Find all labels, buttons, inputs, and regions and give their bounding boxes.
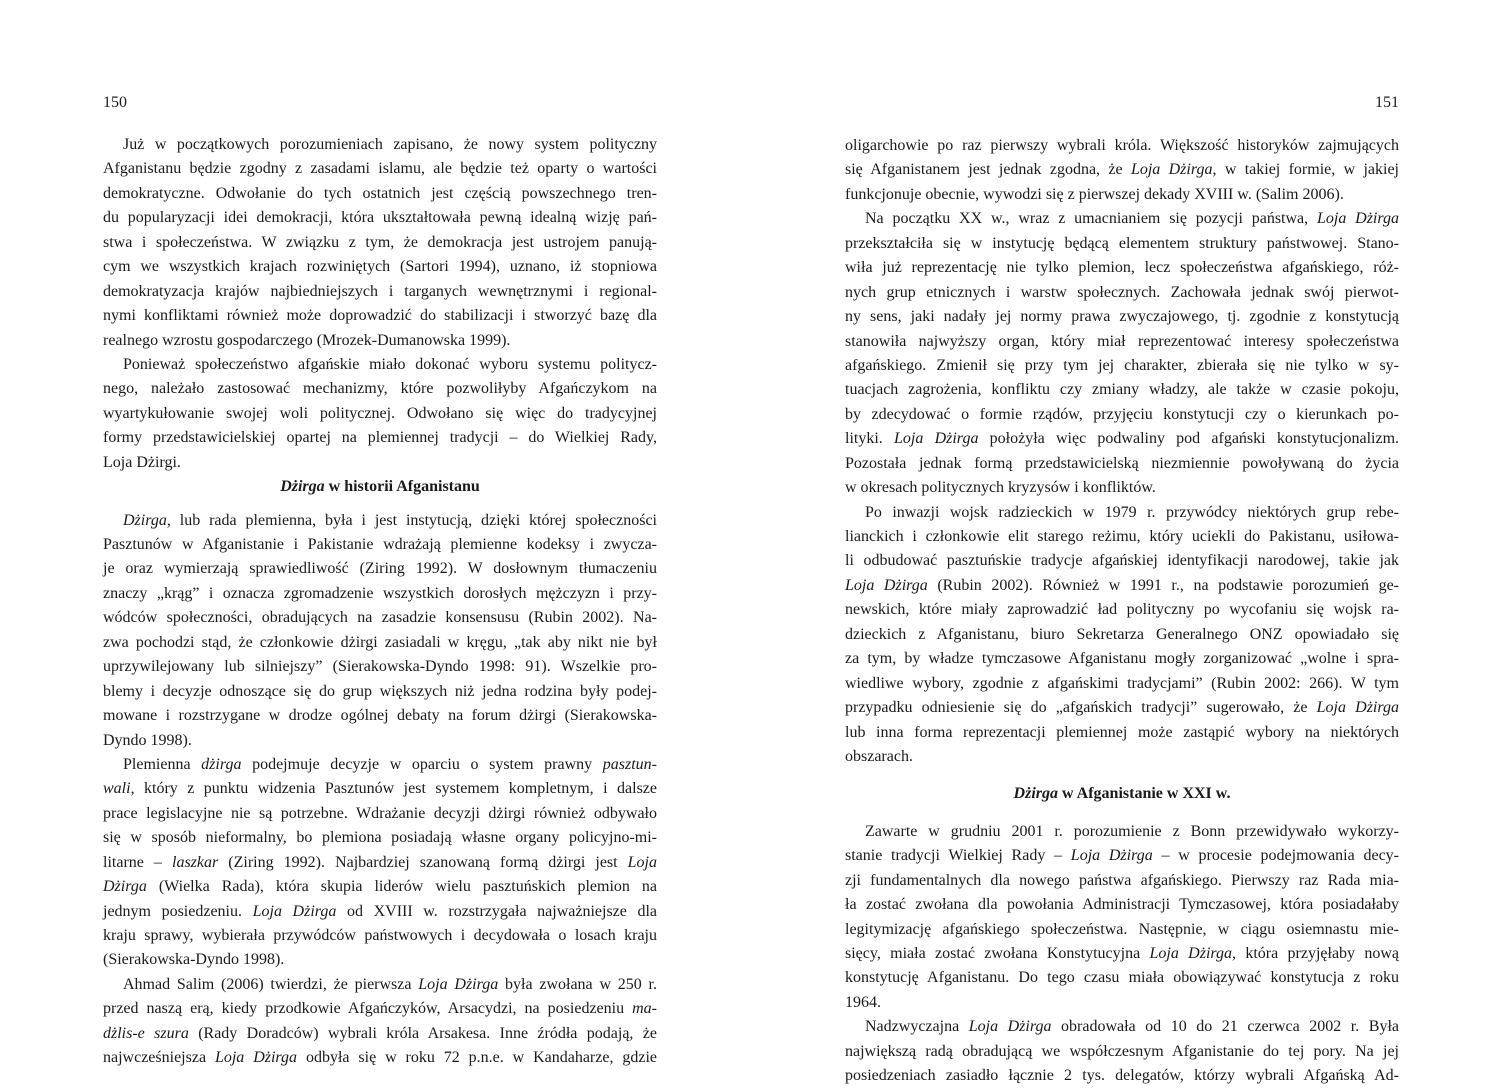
text-line bbox=[103, 509, 657, 533]
text-run: w historii Afganistanu bbox=[324, 478, 480, 496]
text-line bbox=[845, 378, 1399, 402]
text-line bbox=[845, 647, 1399, 671]
text-run: za tym, by władze tymczasowe Afganistanu mogły zorganizować „wolne i spra- bbox=[845, 650, 1399, 668]
text-run: obradowała od 10 do 21 czerwca 2002 r. Była bbox=[1051, 1018, 1400, 1036]
text-line bbox=[845, 549, 1399, 573]
text-run: demokratyzacja krajów najbiedniejszych i targanych wewnętrznymi i regional- bbox=[103, 282, 657, 300]
italic-term: Loja bbox=[627, 853, 657, 871]
text-run: konstytucję Afganistanu. Do tego czasu miała obowiązywać konstytucja z roku bbox=[845, 969, 1399, 987]
text-run: wiła już reprezentację nie tylko plemion, lecz społeczeństwa afgańskiego, róż- bbox=[845, 259, 1399, 277]
text-run: w okresach politycznych kryzysów i konfliktów. bbox=[845, 479, 1156, 497]
italic-term: pasztun- bbox=[602, 755, 657, 773]
text-run: tuacjach zagrożenia, konfliktu czy zmiany władzy, ale także w czasie pokoju, bbox=[845, 381, 1399, 399]
text-run: zji fundamentalnych dla nowego państwa afgańskiego. Pierwszy raz Rada mia- bbox=[845, 871, 1399, 889]
text-line bbox=[103, 533, 657, 557]
text-run: która przyjęłaby nową bbox=[1236, 945, 1400, 962]
text-line bbox=[845, 966, 1399, 990]
text-run: lianckich i członkowie elit starego reżimu, który uciekli do Pakistanu, usiłowa- bbox=[845, 528, 1399, 545]
text-line bbox=[845, 991, 1399, 1015]
text-run: , w takiej formie, w jakiej bbox=[1212, 161, 1399, 179]
text-run: legitymizację afgańskiego społeczeństwa. Następnie, w ciągu osiemnastu mie- bbox=[845, 920, 1399, 938]
text-run: afgańskiego. Zmienił się przy tym jej charakter, zbierała się nie tylko w sy- bbox=[845, 356, 1399, 374]
text-run: dzieckich z Afganistanu, biuro Sekretarza Generalnego ONZ opowiadało się bbox=[845, 625, 1399, 643]
text-line bbox=[103, 353, 657, 377]
italic-term: Loja Dżirga bbox=[252, 902, 337, 920]
text-run: newskich, które miały zaprowadzić ład polityczny po wycofaniu się wojsk ra- bbox=[845, 601, 1399, 619]
text-line bbox=[103, 851, 657, 875]
text-line bbox=[103, 1022, 657, 1046]
text-run: Nadzwyczajna bbox=[865, 1018, 969, 1036]
text-line bbox=[103, 631, 657, 655]
text-line bbox=[845, 525, 1399, 549]
text-line bbox=[845, 696, 1399, 720]
page-number: 151 bbox=[1375, 94, 1399, 111]
italic-term: Dżirga bbox=[123, 511, 167, 529]
text-line bbox=[103, 948, 657, 972]
text-run: 1964. bbox=[845, 993, 881, 1011]
text-line bbox=[845, 942, 1399, 966]
text-line bbox=[845, 330, 1399, 354]
text-run: stwa i społeczeństwa. W związku z tym, że demokracja jest ustrojem panują- bbox=[103, 233, 657, 251]
text-line bbox=[103, 182, 657, 206]
italic-term: Loja Dżirga bbox=[418, 975, 499, 993]
italic-term: Loja Dżirga bbox=[1130, 161, 1213, 179]
italic-term: dżlis-e szura bbox=[103, 1024, 189, 1042]
text-line bbox=[103, 753, 657, 777]
text-line bbox=[845, 305, 1399, 329]
italic-term: Loja Dżirga bbox=[845, 576, 928, 594]
text-run: znaczy „krąg” i oznacza zgromadzenie wszystkich dorosłych mężczyzn i przy- bbox=[103, 584, 657, 602]
text-line bbox=[103, 826, 657, 850]
text-line bbox=[103, 704, 657, 728]
text-line bbox=[103, 231, 657, 255]
text-run: Już w początkowych porozumieniach zapisano, że nowy system polityczny bbox=[123, 136, 657, 153]
text-line bbox=[103, 402, 657, 426]
text-run: posiedzeniach zasiadło łącznie 2 tys. delegatów, którzy wybrali Afgańską Ad- bbox=[845, 1067, 1399, 1085]
text-run: ny sens, jaki nadały jej normy prawa zwyczajowego, tj. zgodnie z konstytucją bbox=[845, 308, 1399, 326]
text-run: w Afganistanie w XXI w. bbox=[1057, 785, 1231, 803]
text-run: przekształciła się w instytucję będącą elementem struktury państwowej. Stano- bbox=[845, 234, 1399, 252]
text-line bbox=[845, 1015, 1399, 1039]
text-run: stanowiła najwyższy organ, który miał reprezentować interesy społeczeństwa bbox=[845, 332, 1399, 350]
text-line bbox=[103, 377, 657, 401]
text-line bbox=[845, 918, 1399, 942]
text-run: się Afganistanem jest jednak zgodna, że bbox=[845, 161, 1131, 179]
text-line bbox=[103, 973, 657, 997]
text-run: (Rubin 2002). Również w 1991 r., na podstawie porozumień ge- bbox=[927, 576, 1399, 594]
text-line bbox=[103, 680, 657, 704]
text-run: , lub rada plemienna, była i jest instytucją, dzięki której społeczności bbox=[166, 511, 657, 529]
text-run: demokratyczne. Odwołanie do tych ostatnich jest częścią powszechnego tren- bbox=[103, 184, 657, 202]
italic-term: wali bbox=[103, 780, 131, 798]
text-run: Plemienna bbox=[123, 755, 202, 773]
text-run: wiedliwe wybory, zgodnie z afgańskimi tradycjami” (Rubin 2002: 266). W tym bbox=[845, 674, 1399, 692]
text-run: podejmuje decyzje w oparciu o system prawny bbox=[241, 755, 603, 773]
text-line bbox=[103, 451, 657, 475]
text-line bbox=[845, 476, 1399, 500]
text-line bbox=[845, 256, 1399, 280]
text-line bbox=[103, 1046, 657, 1070]
text-line bbox=[103, 133, 657, 157]
text-line bbox=[845, 403, 1399, 427]
text-run: nymi konfliktami również może doprowadzić do stabilizacji i stworzyć bazę dla bbox=[103, 307, 657, 325]
text-run: Ahmad Salim (2006) twierdzi, że pierwsza bbox=[123, 975, 419, 993]
text-run: sięcy, miała zostać zwołana Konstytucyjna bbox=[845, 945, 1150, 962]
page-body bbox=[845, 134, 1399, 1089]
text-line bbox=[103, 924, 657, 948]
text-line bbox=[103, 329, 657, 353]
section-heading bbox=[103, 475, 657, 499]
text-run: od XVIII w. rozstrzygała najważniejsze dla bbox=[336, 902, 658, 920]
text-line bbox=[103, 875, 657, 899]
italic-term: Loja Dżirga bbox=[968, 1018, 1052, 1036]
italic-term: Dżirga bbox=[1013, 785, 1058, 803]
text-line bbox=[845, 623, 1399, 647]
text-line bbox=[845, 354, 1399, 378]
text-run: by zdecydować o formie rządów, przyjęciu konstytucji czy o kierunkach po- bbox=[845, 405, 1399, 423]
text-run: (Rady Doradców) wybrali króla Arsakesa. Inne źródła podają, że bbox=[188, 1024, 657, 1042]
text-line bbox=[103, 206, 657, 230]
text-run: Afganistanu będzie zgodny z zasadami islamu, ale będzie też oparty o wartości bbox=[103, 160, 657, 178]
text-line bbox=[103, 280, 657, 304]
italic-term: Loja Dżirga bbox=[894, 430, 979, 448]
text-line bbox=[103, 802, 657, 826]
italic-term: Dżirga bbox=[280, 478, 325, 496]
text-run: prace legislacyjne nie są potrzebne. Wdrażanie decyzji dżirgi również odbywało bbox=[103, 804, 657, 822]
text-run: stanie tradycji Wielkiej Rady – bbox=[845, 847, 1071, 865]
text-line bbox=[845, 158, 1399, 182]
text-line bbox=[845, 598, 1399, 622]
text-line bbox=[103, 582, 657, 606]
italic-term: Loja Dżirga bbox=[1070, 847, 1153, 865]
text-run: się w sposób nieformalny, bo plemiona posiadają własne organy policyjno-mi- bbox=[103, 829, 657, 847]
text-run: , który z punktu widzenia Pasztunów jest systemem kompletnym, i dalsze bbox=[130, 780, 657, 798]
text-run: (Sierakowska-Dyndo 1998). bbox=[103, 951, 285, 969]
text-line bbox=[103, 997, 657, 1021]
text-line bbox=[103, 304, 657, 328]
text-line bbox=[845, 452, 1399, 476]
text-run: (Ziring 1992). Najbardziej szanowaną formą dżirgi jest bbox=[218, 853, 628, 871]
text-line bbox=[845, 745, 1399, 769]
text-line bbox=[845, 281, 1399, 305]
text-run: wyartykułowanie swojej woli politycznej. Odwołano się więc do tradycyjnej bbox=[103, 404, 657, 422]
text-run: nych grup etnicznych i warstw społecznych. Zachowała jednak swój pierwot- bbox=[845, 283, 1399, 301]
text-run: funkcjonuje obecnie, wywodzi się z pierwszej dekady XVIII w. (Salim 2006). bbox=[845, 185, 1344, 203]
text-line bbox=[103, 606, 657, 630]
text-run: obszarach. bbox=[845, 747, 913, 765]
text-run: jednym posiedzeniu. bbox=[103, 902, 253, 920]
text-line bbox=[845, 672, 1399, 696]
text-line bbox=[845, 183, 1399, 207]
text-run: przed naszą erą, kiedy przodkowie Afgańczyków, Arsacydzi, na posiedzeniu bbox=[103, 1000, 633, 1018]
text-run: Pozostała jednak formą przedstawicielską niezmiennie powoływaną do życia bbox=[845, 454, 1399, 472]
italic-term: dżirga bbox=[201, 755, 242, 773]
text-line bbox=[845, 574, 1399, 598]
text-line bbox=[103, 777, 657, 801]
text-run: – w procesie podejmowania decy- bbox=[1152, 847, 1399, 865]
text-line bbox=[103, 655, 657, 679]
page-body bbox=[103, 133, 657, 1071]
text-run: du popularyzacji idei demokracji, która ukształtowała pewną idealną wizję pań- bbox=[103, 209, 657, 227]
italic-term: Loja Dżirga bbox=[1316, 210, 1400, 228]
text-run: blemy i decyzje odnoszące się do grup większych niż jedna rodzina były podej- bbox=[103, 682, 657, 700]
text-line bbox=[845, 427, 1399, 451]
text-run: lub inna forma reprezentacji plemiennej może zastąpić wybory na niektórych bbox=[845, 723, 1399, 741]
text-line bbox=[845, 844, 1399, 868]
text-run: (Wielka Rada), która skupia liderów wielu pasztuńskich plemion na bbox=[146, 878, 657, 896]
text-run: Zawarte w grudniu 2001 r. porozumienie z Bonn przewidywało wykorzy- bbox=[865, 822, 1399, 840]
italic-term: Loja Dżirga, bbox=[1149, 945, 1237, 962]
text-line bbox=[845, 820, 1399, 844]
text-run: zwa pochodzi stąd, że członkowie dżirgi zasiadali w kręgu, „tak aby nikt nie był bbox=[103, 633, 657, 651]
text-run: Na początku XX w., wraz z umacnianiem się pozycji państwa, bbox=[865, 210, 1317, 228]
text-run: wódców społeczności, obradujących na zasadzie konsensusu (Rubin 2002). Na- bbox=[103, 609, 657, 627]
italic-term: laszkar bbox=[172, 853, 219, 871]
section-heading bbox=[845, 782, 1399, 806]
text-run: uprzywilejowany lub silniejszy” (Sierakowska-Dyndo 1998: 91). Wszelkie pro- bbox=[103, 658, 657, 676]
text-line bbox=[845, 893, 1399, 917]
text-run: Dyndo 1998). bbox=[103, 731, 192, 749]
text-line bbox=[103, 255, 657, 279]
text-run: Po inwazji wojsk radzieckich w 1979 r. przywódcy niektórych grup rebe- bbox=[865, 503, 1399, 521]
text-run: formy przedstawicielskiej opartej na plemiennej tradycji – do Wielkiej Rady, bbox=[103, 429, 657, 447]
text-run: najwcześniejsza bbox=[103, 1049, 215, 1067]
text-line bbox=[845, 1040, 1399, 1064]
text-line bbox=[845, 869, 1399, 893]
text-line bbox=[103, 557, 657, 581]
text-run: cym we wszystkich krajach rozwiniętych (Sartori 1994), uznano, iż stopniowa bbox=[103, 258, 657, 276]
text-run: największą radą obradującą we współczesnym Afganistanie do tej pory. Na jej bbox=[845, 1042, 1399, 1060]
text-line bbox=[103, 157, 657, 181]
text-line bbox=[845, 232, 1399, 256]
page-number: 150 bbox=[103, 94, 127, 111]
text-line bbox=[103, 729, 657, 753]
text-run: położyła więc podwaliny pod afgański konstytucjonalizm. bbox=[978, 430, 1400, 448]
text-line bbox=[103, 900, 657, 924]
italic-term: ma- bbox=[632, 1000, 657, 1018]
text-run: je oraz wymierzają sprawiedliwość (Ziring 1992). W dosłownym tłumaczeniu bbox=[103, 560, 657, 578]
text-run: odbyła się w roku 72 p.n.e. w Kandaharze, gdzie bbox=[297, 1049, 658, 1067]
italic-term: Loja Dżirga bbox=[214, 1049, 298, 1067]
text-run: li odbudować pasztuńskie tradycje afgańskiej identyfikacji narodowej, takie jak bbox=[845, 552, 1399, 570]
text-line bbox=[845, 1064, 1399, 1088]
italic-term: Loja Dżirga bbox=[1316, 699, 1400, 717]
text-run: Pasztunów w Afganistanie i Pakistanie wdrażają plemienne kodeksy i zwycza- bbox=[103, 536, 657, 553]
text-line bbox=[103, 426, 657, 450]
text-run: była zwołana w 250 r. bbox=[498, 975, 658, 993]
text-run: przypadku odniesienie się do „afgańskich tradycji” sugerowało, że bbox=[845, 699, 1317, 717]
text-line bbox=[845, 134, 1399, 158]
text-run: Ponieważ społeczeństwo afgańskie miało dokonać wyboru systemu politycz- bbox=[123, 355, 657, 373]
text-run: nego, należało zastosować mechanizmy, które pozwoliłyby Afgańczykom na bbox=[103, 380, 657, 398]
italic-term: Dżirga bbox=[103, 878, 147, 896]
text-run: kraju sprawy, wybierała przywódców państwowych i decydowała o losach kraju bbox=[103, 927, 657, 944]
text-line bbox=[845, 721, 1399, 745]
text-run: realnego wzrostu gospodarczego (Mrozek-Dumanowska 1999). bbox=[103, 331, 511, 349]
text-run: litarne – bbox=[103, 853, 172, 871]
text-run: Loja Dżirgi. bbox=[103, 453, 181, 471]
text-line bbox=[845, 501, 1399, 525]
text-run: oligarchowie po raz pierwszy wybrali króla. Większość historyków zajmujących bbox=[845, 137, 1399, 154]
text-run: lityki. bbox=[845, 430, 895, 448]
text-line bbox=[845, 207, 1399, 231]
text-run: ła zostać zwołana dla powołania Administracji Tymczasowej, która posiadałaby bbox=[845, 896, 1399, 914]
text-run: mowane i rozstrzygane w drodze ogólnej debaty na forum dżirgi (Sierakowska- bbox=[103, 707, 657, 725]
